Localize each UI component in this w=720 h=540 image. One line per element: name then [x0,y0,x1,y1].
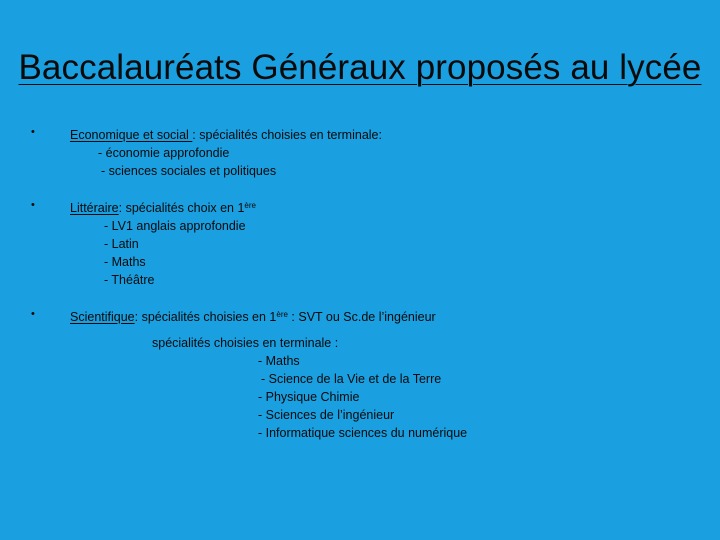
sci-item-2: - Science de la Vie et de la Terre [261,372,442,386]
lit-item-4: - Théâtre [104,273,155,287]
section-sci-sup: ère [276,310,288,319]
section-lit-sup: ère [244,201,256,210]
sci-sub-intro: spécialités choisies en terminale : [152,336,339,350]
section-sci-name: Scientifique [70,310,135,324]
bullet-lit: • [31,199,35,211]
section-sci-intro-tail: : SVT ou Sc.de l’ingénieur [287,310,436,324]
section-lit-heading [70,199,256,219]
sci-item-5: - Informatique sciences du numérique [258,426,468,440]
lit-item-2: - Latin [104,237,139,251]
section-lit-intro: : spécialités choix en 1 [118,201,245,215]
page-title: Baccalauréats Généraux proposés au lycée [18,48,702,87]
sci-item-4: - Sciences de l’ingénieur [258,408,395,422]
section-sci-intro: : spécialités choisies en 1 [134,310,277,324]
section-lit-name: Littéraire [70,201,119,215]
section-eco-intro: : spécialités choisies en terminale: [192,128,382,142]
bullet-sci: • [31,308,35,320]
sci-item-1: - Maths [258,354,300,368]
section-eco-name: Economique et social [70,128,193,142]
eco-item-2: - sciences sociales et politiques [101,164,277,178]
section-eco-heading [70,126,382,144]
section-sci-heading [70,308,436,328]
lit-item-1: - LV1 anglais approfondie [104,219,246,233]
sci-item-3: - Physique Chimie [258,390,360,404]
lit-item-3: - Maths [104,255,146,269]
bullet-eco: • [31,126,35,138]
eco-item-1: - économie approfondie [98,146,230,160]
